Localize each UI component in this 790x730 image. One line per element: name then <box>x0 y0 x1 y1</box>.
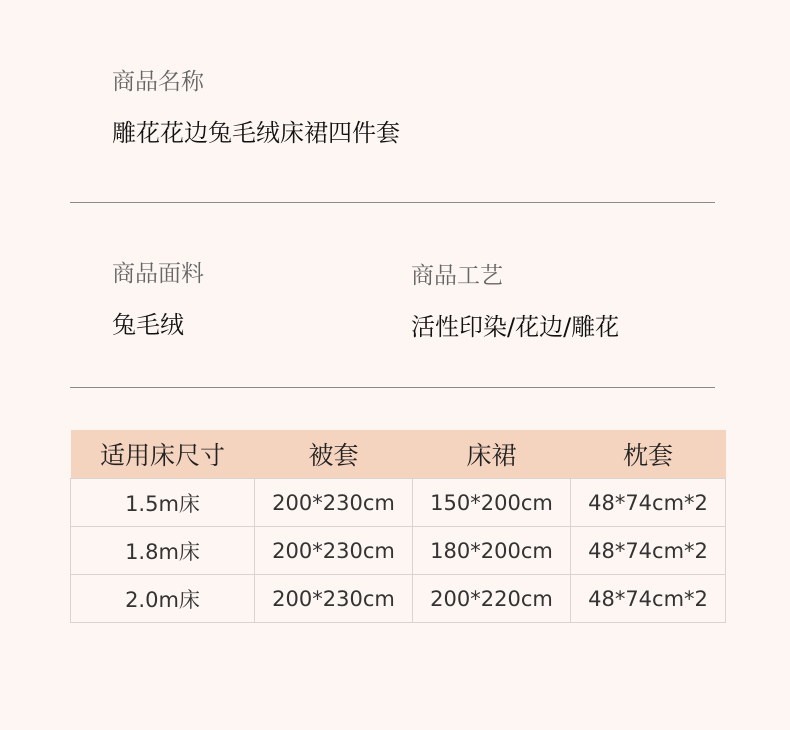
cell-duvet-cover: 200*230cm <box>255 575 413 623</box>
cell-bed-skirt: 200*220cm <box>413 575 571 623</box>
cell-bed-skirt: 180*200cm <box>413 527 571 575</box>
header-duvet-cover: 被套 <box>255 430 413 479</box>
header-pillowcase: 枕套 <box>571 430 726 479</box>
product-name-label: 商品名称 <box>112 69 204 95</box>
table-row <box>71 479 726 527</box>
table-row <box>71 527 726 575</box>
cell-bed-size: 2.0m床 <box>71 575 255 623</box>
fabric-label: 商品面料 <box>112 261 204 287</box>
divider-top <box>70 202 715 203</box>
header-bed-size: 适用床尺寸 <box>71 430 255 479</box>
cell-pillowcase: 48*74cm*2 <box>571 527 726 575</box>
cell-pillowcase: 48*74cm*2 <box>571 479 726 527</box>
header-bed-skirt: 床裙 <box>413 430 571 479</box>
size-table-header-row <box>71 430 726 479</box>
cell-pillowcase: 48*74cm*2 <box>571 575 726 623</box>
cell-duvet-cover: 200*230cm <box>255 527 413 575</box>
fabric-value: 兔毛绒 <box>112 311 184 339</box>
product-name-value: 雕花花边兔毛绒床裙四件套 <box>112 119 400 147</box>
craft-label: 商品工艺 <box>411 263 503 289</box>
cell-bed-size: 1.8m床 <box>71 527 255 575</box>
cell-bed-skirt: 150*200cm <box>413 479 571 527</box>
cell-bed-size: 1.5m床 <box>71 479 255 527</box>
cell-duvet-cover: 200*230cm <box>255 479 413 527</box>
divider-bottom <box>70 387 715 388</box>
size-table <box>70 430 726 623</box>
craft-value: 活性印染/花边/雕花 <box>411 313 620 341</box>
table-row <box>71 575 726 623</box>
